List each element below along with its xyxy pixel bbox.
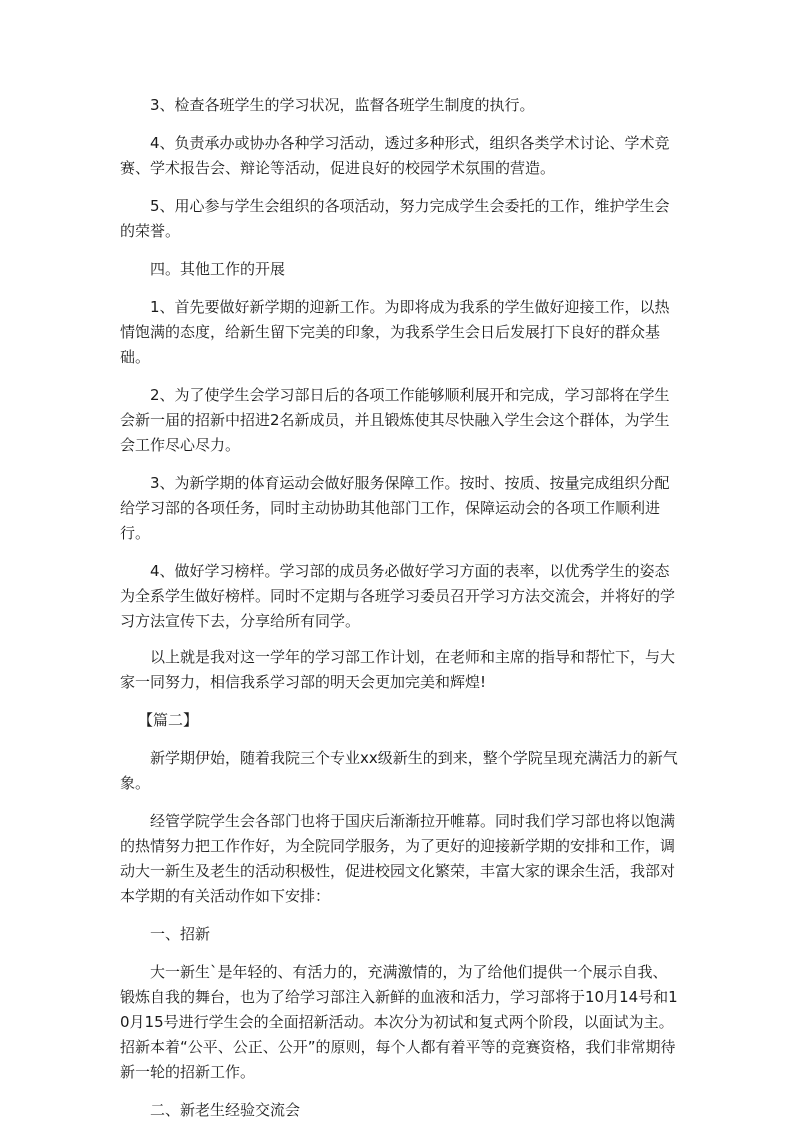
document-body — [120, 93, 680, 1123]
paragraph-recruitment-details: 大一新生`是年轻的、有活力的，充满激情的，为了给他们提供一个展示自我、锻炼自我的舞台，也为了给学习部注入新鲜的血液和活力，学习部将于10月14号和10月15号进行学生会的全面招新活动。本次分为初试和复式两个阶段，以面试为主。招新本着“公平、公正、公开”的原则，每个人都有着平等的竞赛资格，我们非常期待新一轮的招新工作。 — [120, 963, 678, 1081]
paragraph-item-3: 3、检查各班学生的学习状况，监督各班学生制度的执行。 — [150, 96, 535, 114]
paragraph-item-4: 4、负责承办或协办各种学习活动，透过多种形式，组织各类学术讨论、学术竞赛、学术报告会、辩论等活动，促进良好的校园学术氛围的营造。 — [120, 134, 670, 177]
paragraph-study-example: 4、做好学习榜样。学习部的成员务必做好学习方面的表率，以优秀学生的姿态为全系学生做好榜样。同时不定期与各班学习委员召开学习方法交流会，并将好的学习方法宣传下去，分享给所有同学。 — [120, 562, 676, 630]
section-heading-recruitment: 一、招新 — [150, 925, 211, 943]
section-heading-other-work: 四。其他工作的开展 — [150, 260, 286, 278]
paragraph-welcome-new-students: 1、首先要做好新学期的迎新工作。为即将成为我系的学生做好迎接工作，以热情饱满的态度，给新生留下完美的印象，为我系学生会日后发展打下良好的群众基础。 — [120, 298, 670, 366]
paragraph-department-plan: 经管学院学生会各部门也将于国庆后渐渐拉开帷幕。同时我们学习部也将以饱满的热情努力把工作作好，为全院同学服务，为了更好的迎接新学期的安排和工作，调动大一新生及老生的活动积极性，促进校园文化繁荣，丰富大家的课余生活，我部对本学期的有关活动作如下安排： — [120, 812, 676, 905]
paragraph-semester-start: 新学期伊始，随着我院三个专业xx级新生的到来，整个学院呈现充满活力的新气象。 — [120, 749, 678, 792]
section-heading-experience-exchange: 二、新老生经验交流会 — [150, 1101, 301, 1119]
paragraph-recruit-members: 2、为了使学生会学习部日后的各项工作能够顺利展开和完成，学习部将在学生会新一届的招新中招进2名新成员，并且锻炼使其尽快融入学生会这个群体，为学生会工作尽心尽力。 — [120, 386, 670, 454]
paragraph-conclusion: 以上就是我对这一学年的学习部工作计划，在老师和主席的指导和帮忙下，与大家一同努力，相信我系学习部的明天会更加完美和辉煌! — [120, 648, 676, 691]
paragraph-sports-meeting: 3、为新学期的体育运动会做好服务保障工作。按时、按质、按量完成组织分配给学习部的各项任务，同时主动协助其他部门工作，保障运动会的各项工作顺利进行。 — [120, 474, 670, 542]
paragraph-item-5: 5、用心参与学生会组织的各项活动，努力完成学生会委托的工作，维护学生会的荣誉。 — [120, 197, 670, 240]
section-mark-part-two: 【篇二】 — [138, 711, 199, 729]
